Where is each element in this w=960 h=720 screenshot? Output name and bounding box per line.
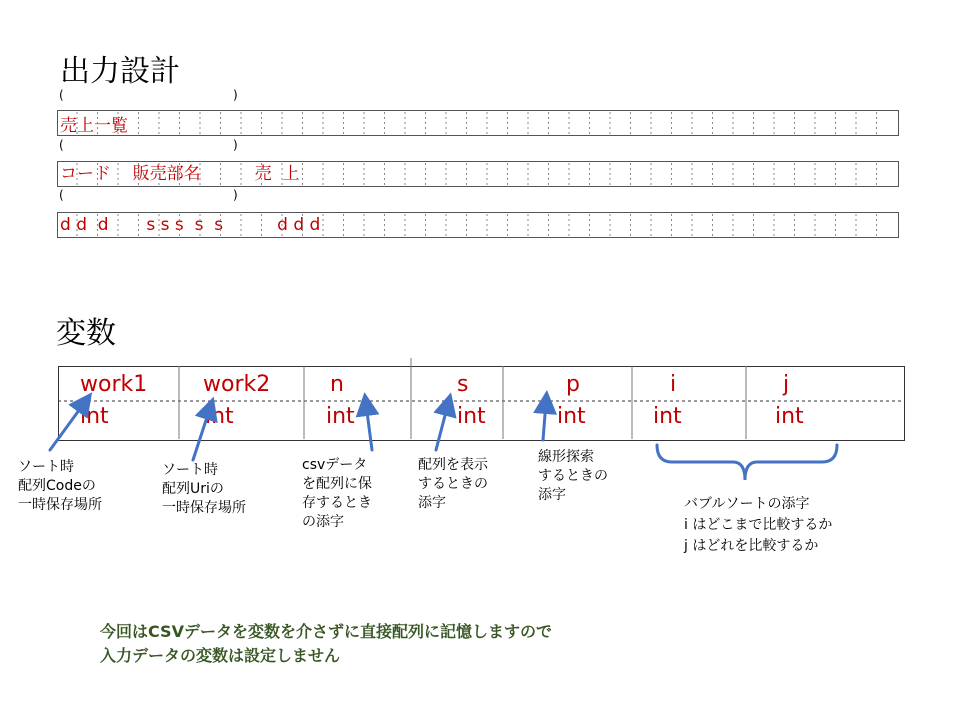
var-type-work1: int <box>80 404 109 429</box>
note-work1-line3: 一時保存場所 <box>18 497 102 513</box>
var-name-work1: work1 <box>80 372 148 397</box>
note-s-line3: 添字 <box>418 495 446 511</box>
arrow-work2 <box>193 408 210 460</box>
note-s <box>418 456 488 513</box>
note-p <box>538 448 608 505</box>
arrow-p <box>543 402 546 440</box>
var-type-n: int <box>326 404 355 429</box>
var-name-j: j <box>783 372 790 397</box>
note-p-line2: するときの <box>538 468 608 484</box>
var-name-s: s <box>457 372 469 397</box>
note-work2-line1: ソート時 <box>162 462 218 478</box>
note-p-line3: 添字 <box>538 487 566 503</box>
note-p-line1: 線形探索 <box>538 449 594 465</box>
row3-paren-open: ( <box>59 188 64 202</box>
variables-title: 変数 <box>56 316 116 351</box>
note-work2-line2: 配列Uriの <box>162 481 224 497</box>
var-type-p: int <box>557 404 586 429</box>
row3-text: d d d s s s s s d d d <box>60 215 321 235</box>
row3-paren-close: ) <box>233 188 238 202</box>
output-design-title: 出力設計 <box>60 54 180 89</box>
note-n-line3: 存するとき <box>302 495 372 511</box>
note-n-line4: の添字 <box>302 514 344 530</box>
note-work2-line3: 一時保存場所 <box>162 500 246 516</box>
brace-ij <box>657 445 837 480</box>
note-work1-line1: ソート時 <box>18 459 74 475</box>
note-n-line2: を配列に保 <box>302 476 372 492</box>
conclusion-text <box>100 620 552 668</box>
note-ij <box>684 494 832 557</box>
var-name-n: n <box>330 372 344 397</box>
row1-text: 売上一覧 <box>60 116 128 136</box>
row1-paren-close: ) <box>233 88 238 102</box>
conclusion-line1: 今回はCSVデータを変数を介さずに直接配列に記憶しますので <box>100 622 552 641</box>
arrow-n <box>366 404 372 450</box>
arrow-s <box>436 404 448 450</box>
note-ij-line2: i はどこまで比較するか <box>684 517 833 533</box>
note-s-line1: 配列を表示 <box>418 457 488 473</box>
arrow-work1 <box>50 402 85 450</box>
note-work1 <box>18 458 102 515</box>
row2-paren-open: ( <box>59 138 64 152</box>
row2-text: コード 販売部名 売 上 <box>60 164 300 184</box>
var-name-p: p <box>566 372 580 397</box>
note-ij-line1: バブルソートの添字 <box>684 496 810 512</box>
var-type-s: int <box>457 404 486 429</box>
note-n <box>302 456 372 532</box>
var-type-work2: int <box>205 404 234 429</box>
note-work1-line2: 配列Codeの <box>18 478 96 494</box>
row2-paren-close: ) <box>233 138 238 152</box>
var-name-work2: work2 <box>203 372 271 397</box>
var-type-i: int <box>653 404 682 429</box>
conclusion-line2: 入力データの変数は設定しません <box>100 646 341 665</box>
row1-paren-open: ( <box>59 88 64 102</box>
var-type-j: int <box>775 404 804 429</box>
note-n-line1: csvデータ <box>302 457 368 473</box>
note-work2 <box>162 461 246 518</box>
note-s-line2: するときの <box>418 476 488 492</box>
var-name-i: i <box>670 372 677 397</box>
note-ij-line3: j はどれを比較するか <box>684 538 819 554</box>
